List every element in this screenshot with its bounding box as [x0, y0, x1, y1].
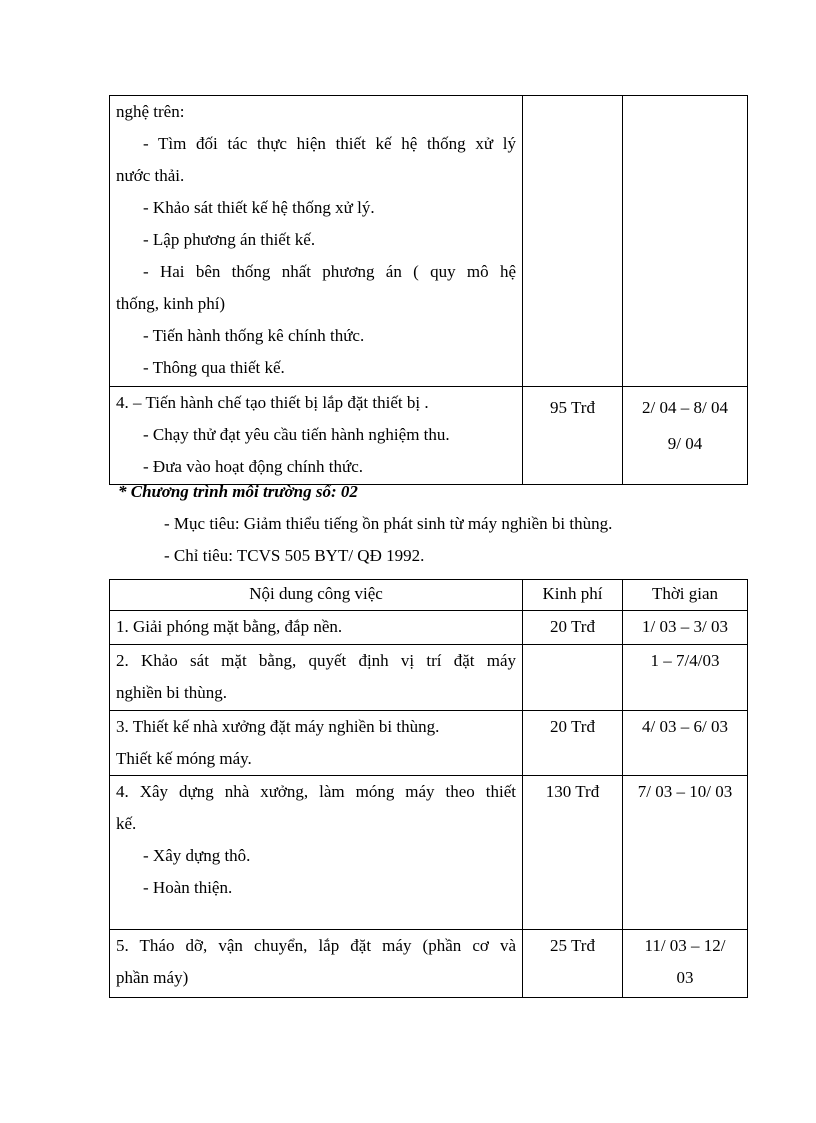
task-line: phần máy)	[116, 968, 189, 987]
table-row	[110, 711, 748, 776]
task-line: - Lập phương án thiết kế.	[143, 230, 316, 249]
task-description-cell	[110, 711, 523, 776]
task-line: thống, kinh phí)	[116, 294, 226, 313]
table-header-row	[110, 580, 748, 611]
time-line: 1 – 7/4/03	[650, 651, 720, 670]
task-line: - Khảo sát thiết kế hệ thống xử lý.	[143, 198, 375, 217]
task-description-cell	[110, 776, 523, 930]
header-time: Thời gian	[623, 580, 748, 611]
cost-cell	[523, 645, 623, 711]
section-heading: * Chương trình môi trường số: 02	[118, 482, 358, 501]
header-content: Nội dung công việc	[110, 580, 523, 611]
time-line: 11/ 03 – 12/	[644, 936, 726, 955]
indicator-text: - Chỉ tiêu: TCVS 505 BYT/ QĐ 1992.	[164, 546, 425, 565]
time-line: 1/ 03 – 3/ 03	[642, 617, 728, 636]
time-cell	[623, 96, 748, 387]
task-line: - Tiến hành thống kê chính thức.	[143, 326, 365, 345]
time-line: 4/ 03 – 6/ 03	[642, 717, 728, 736]
cost-cell	[523, 96, 623, 387]
table-row	[110, 387, 748, 485]
task-line: - Chạy thử đạt yêu cầu tiến hành nghiệm thu.	[143, 425, 450, 444]
task-line: Thiết kế móng máy.	[116, 749, 252, 768]
task-description-cell	[110, 387, 523, 485]
time-line: 2/ 04 – 8/ 04	[642, 398, 728, 417]
task-line: nước thải.	[116, 166, 185, 185]
time-line: 03	[676, 968, 694, 987]
cost-cell: 130 Trđ	[523, 776, 623, 930]
task-line: nghiền bi thùng.	[116, 683, 227, 702]
table-row	[110, 645, 748, 711]
time-cell	[623, 387, 748, 485]
task-description-cell	[110, 611, 523, 645]
task-description-cell	[110, 930, 523, 998]
task-line: - Xây dựng thô.	[143, 846, 251, 865]
cost-cell: 20 Trđ	[523, 611, 623, 645]
task-line: nghệ trên:	[116, 102, 185, 121]
time-cell	[623, 711, 748, 776]
task-line: - Đưa vào hoạt động chính thức.	[143, 457, 364, 476]
table-row	[110, 930, 748, 998]
goal-text: - Mục tiêu: Giảm thiểu tiếng ồn phát sinh từ máy nghiền bi thùng.	[164, 514, 613, 533]
task-line: kế.	[116, 814, 137, 833]
task-line: 4. Xây dựng nhà xưởng, làm móng máy theo thiết	[116, 782, 516, 801]
task-line: 2. Khảo sát mặt bằng, quyết định vị trí đặt máy	[116, 651, 516, 670]
time-cell	[623, 645, 748, 711]
table-row	[110, 611, 748, 645]
task-line: 5. Tháo dỡ, vận chuyển, lắp đặt máy (phần cơ và	[116, 936, 516, 955]
cost-cell: 25 Trđ	[523, 930, 623, 998]
header-cost: Kinh phí	[523, 580, 623, 611]
task-line: - Tìm đối tác thực hiện thiết kế hệ thống xử lý	[143, 134, 516, 153]
table-row	[110, 96, 748, 387]
task-line: 1. Giải phóng mặt bằng, đắp nền.	[116, 617, 343, 636]
time-line: 9/ 04	[667, 434, 703, 453]
task-line: - Hai bên thống nhất phương án ( quy mô hệ	[143, 262, 516, 281]
cost-cell: 95 Trđ	[523, 387, 623, 485]
task-line: 3. Thiết kế nhà xưởng đặt máy nghiền bi thùng.	[116, 717, 440, 736]
task-description-cell	[110, 96, 523, 387]
work-plan-table-continued	[109, 95, 748, 485]
cost-cell: 20 Trđ	[523, 711, 623, 776]
time-line: 7/ 03 – 10/ 03	[637, 782, 733, 801]
task-line: - Thông qua thiết kế.	[143, 358, 285, 377]
task-line: - Hoàn thiện.	[143, 878, 233, 897]
table-row	[110, 776, 748, 930]
time-cell	[623, 776, 748, 930]
task-line: 4. – Tiến hành chế tạo thiết bị lắp đặt thiết bị .	[116, 393, 429, 412]
time-cell	[623, 930, 748, 998]
task-description-cell	[110, 645, 523, 711]
work-plan-table	[109, 579, 748, 998]
time-cell	[623, 611, 748, 645]
